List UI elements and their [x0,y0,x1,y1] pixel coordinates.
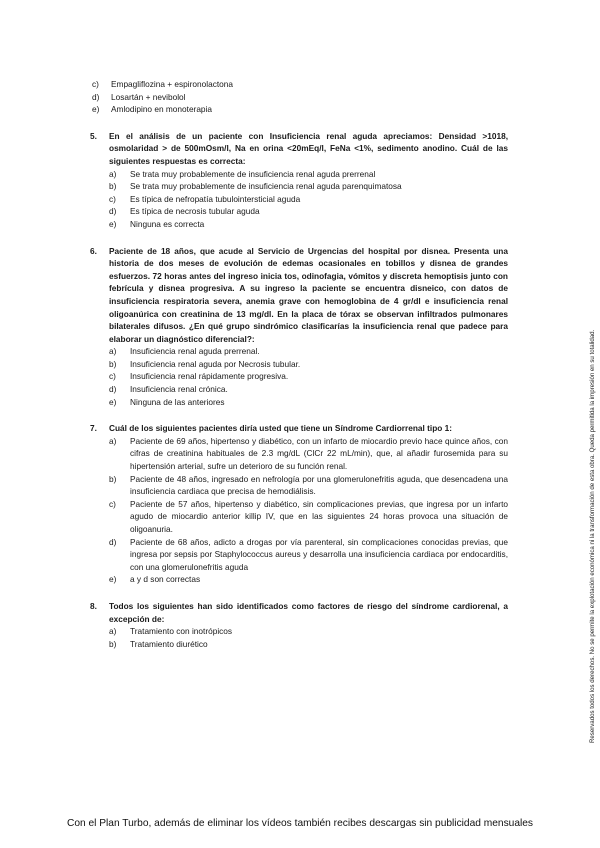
option-letter: e) [109,396,117,407]
option-text: Tratamiento diurético [130,638,208,649]
option-text: a y d son correctas [130,574,201,585]
option-letter: b) [109,181,117,192]
option-b [109,638,508,651]
option-d [109,383,508,396]
option-text: Es típica de necrosis tubular aguda [130,206,260,217]
option-b [109,473,508,498]
option-letter: e) [109,218,117,229]
option-e [109,218,508,231]
question-number: 6. [90,245,97,256]
option-text: Insuficiencia renal rápidamente progresiva. [130,371,289,382]
option-letter: d) [109,206,117,217]
option-letter: a) [109,346,117,357]
option-letter: c) [109,193,116,204]
option-text: Paciente de 69 años, hipertenso y diabético, con un infarto de miocardio previo hace quince años, con cifras de creatinina habituales de 2.3 mg/dL (ClCr 22 mL/min), que, al añadir furosemida para su hipertensión arterial, sufre un deterioro de su función renal. [130,435,508,472]
option-text: Insuficiencia renal aguda por Necrosis tubular. [130,358,301,369]
option-text: Amlodipino en monoterapia [111,104,213,115]
rights-notice-text: Reservados todos los derechos. No se permite la explotación económica ni la transformación de esta obra. Queda permitida la impresión en su totalidad. [589,329,596,743]
question-number: 8. [90,600,97,611]
option-a [109,625,508,638]
question-8 [90,600,508,650]
option-c [109,370,508,383]
option-b [109,358,508,371]
option-letter: b) [109,473,117,484]
option-a [109,345,508,358]
option-e [71,103,508,116]
option-c [109,193,508,206]
option-letter: a) [109,168,117,179]
option-d [109,536,508,574]
option-c [109,498,508,536]
previous-question-options [71,78,508,116]
option-letter: d) [109,536,117,547]
option-letter: c) [109,371,116,382]
question-number: 7. [90,423,97,434]
option-text: Insuficiencia renal crónica. [130,384,228,395]
option-text: Paciente de 48 años, ingresado en nefrología por una glomerulonefritis aguda, que desencadena una insuficiencia cardiaca que precisa de hemodiálisis. [130,473,508,497]
option-letter: e) [109,574,117,585]
question-7 [90,422,508,586]
option-letter: b) [109,638,117,649]
option-text: Empagliflozina + espironolactona [111,79,233,89]
option-text: Se trata muy probablemente de insuficiencia renal aguda prerrenal [130,168,376,179]
option-b [109,180,508,193]
option-text: Paciente de 68 años, adicto a drogas por vía parenteral, sin complicaciones conocidas previas, que ingresa por sepsis por Staphylococcus aureus y desarrolla una insuficiencia cardiaca por endocarditis, con una glomerulonefritis aguda [130,536,508,572]
option-text: Losartán + nevibolol [111,91,186,102]
question-number: 5. [90,130,97,141]
option-letter: e) [92,104,100,115]
option-a [109,168,508,181]
option-letter: a) [109,626,117,637]
option-text: Tratamiento con inotrópicos [130,626,233,637]
option-c [71,78,508,91]
option-d [109,205,508,218]
option-e [109,573,508,586]
question-6 [90,245,508,409]
option-text: Ninguna de las anteriores [130,396,225,407]
promo-footer: Con el Plan Turbo, además de eliminar los vídeos también recibes descargas sin publicidad mensuales [66,818,534,829]
question-stem: Todos los siguientes han sido identificados como factores de riesgo del síndrome cardiorenal, a excepción de: [109,600,508,624]
option-letter: d) [109,384,117,395]
option-letter: b) [109,358,117,369]
option-letter: c) [92,79,99,89]
question-5 [90,130,508,231]
option-text: Paciente de 57 años, hipertenso y diabético, sin complicaciones previas, que ingresa por un infarto agudo de miocardio anterior killip IV, que en las siguientes 24 horas provoca una situación de oligoanuria. [130,498,508,534]
question-stem: En el análisis de un paciente con Insuficiencia renal aguda apreciamos: Densidad >1018, osmolaridad > de 500mOsm/l, Na en orina <20mEq/l, FeNa <1%, sedimento anodino. Cuál de las siguientes respuestas es correcta: [109,130,508,166]
option-letter: a) [109,435,117,446]
option-a [109,435,508,473]
option-text: Ninguna es correcta [130,218,205,229]
option-text: Se trata muy probablemente de insuficiencia renal aguda parenquimatosa [130,181,402,192]
option-text: Es típica de nefropatía tubulointersticial aguda [130,193,301,204]
question-stem: Paciente de 18 años, que acude al Servicio de Urgencias del hospital por disnea. Presenta una historia de dos meses de evolución de edemas ocasionales en tobillos y disnea de grandes esfuerzos. 72 horas antes del ingreso inicia tos, odinofagia, vómitos y discreta hemoptisis junto con febrícula y disnea progresiva. A su ingreso la paciente se encuentra disneico, con datos de insuficiencia respiratoria severa, anemia grave con hemoglobina de 4 gr/dl e insuficiencia renal oligoanúrica con creatinina de 13 mg/dl. En la placa de tórax se observan infiltrados pulmonares bilaterales difusos. ¿En qué grupo sindrómico clasificarías la insuficiencia renal que padece para elaborar un diagnóstico diferencial?: [109,245,508,344]
exam-content [90,78,508,650]
option-letter: d) [92,91,100,102]
rights-notice-sidebar [589,158,597,743]
question-stem: Cuál de los siguientes pacientes diría usted que tiene un Síndrome Cardiorrenal tipo 1: [109,423,453,434]
option-letter: c) [109,498,116,509]
option-e [109,396,508,409]
option-text: Insuficiencia renal aguda prerrenal. [130,346,260,357]
option-d [71,91,508,104]
